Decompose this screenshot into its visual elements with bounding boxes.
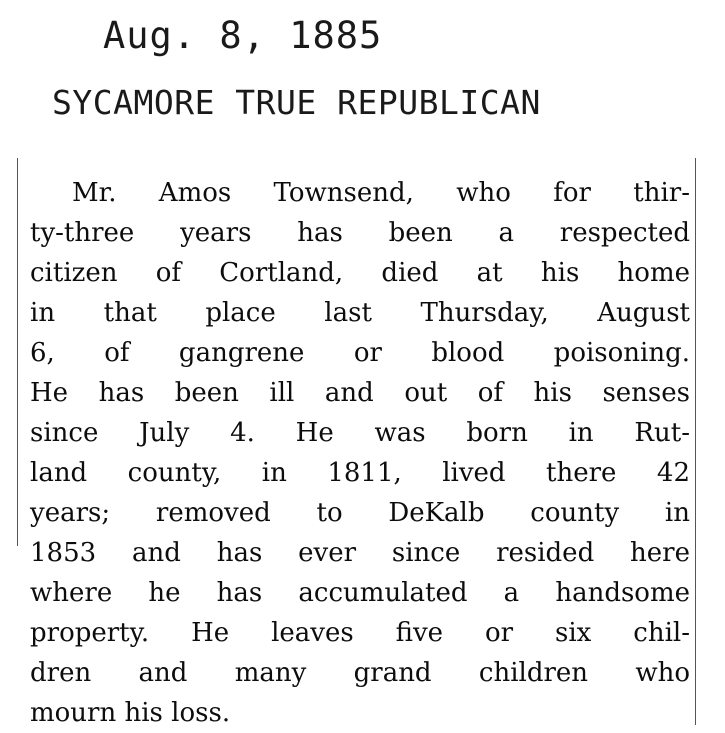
article-line: ty-three years has been a respected [30,218,690,248]
article-line: land county, in 1811, lived there 42 [30,458,690,488]
article-line: He has been ill and out of his senses [30,378,690,408]
newspaper-name: SYCAMORE TRUE REPUBLICAN [52,83,541,122]
article-line: citizen of Cortland, died at his home [30,258,690,288]
article-line: Mr. Amos Townsend, who for thir- [72,178,690,208]
article-line: years; removed to DeKalb county in [30,498,690,528]
article-line: 1853 and has ever since resided here [30,538,690,568]
article-line: property. He leaves five or six chil- [30,618,690,648]
article-line: in that place last Thursday, August [30,298,690,328]
article-line: since July 4. He was born in Rut- [30,418,690,448]
left-column-rule [17,158,18,546]
right-column-rule [695,158,696,725]
clipping-date: Aug. 8, 1885 [103,14,383,57]
article-line: mourn his loss. [30,698,231,728]
article-line: where he has accumulated a handsome [30,578,690,608]
article-line: 6, of gangrene or blood poisoning. [30,338,690,368]
article-line: dren and many grand children who [30,658,690,688]
article-body [30,173,690,733]
